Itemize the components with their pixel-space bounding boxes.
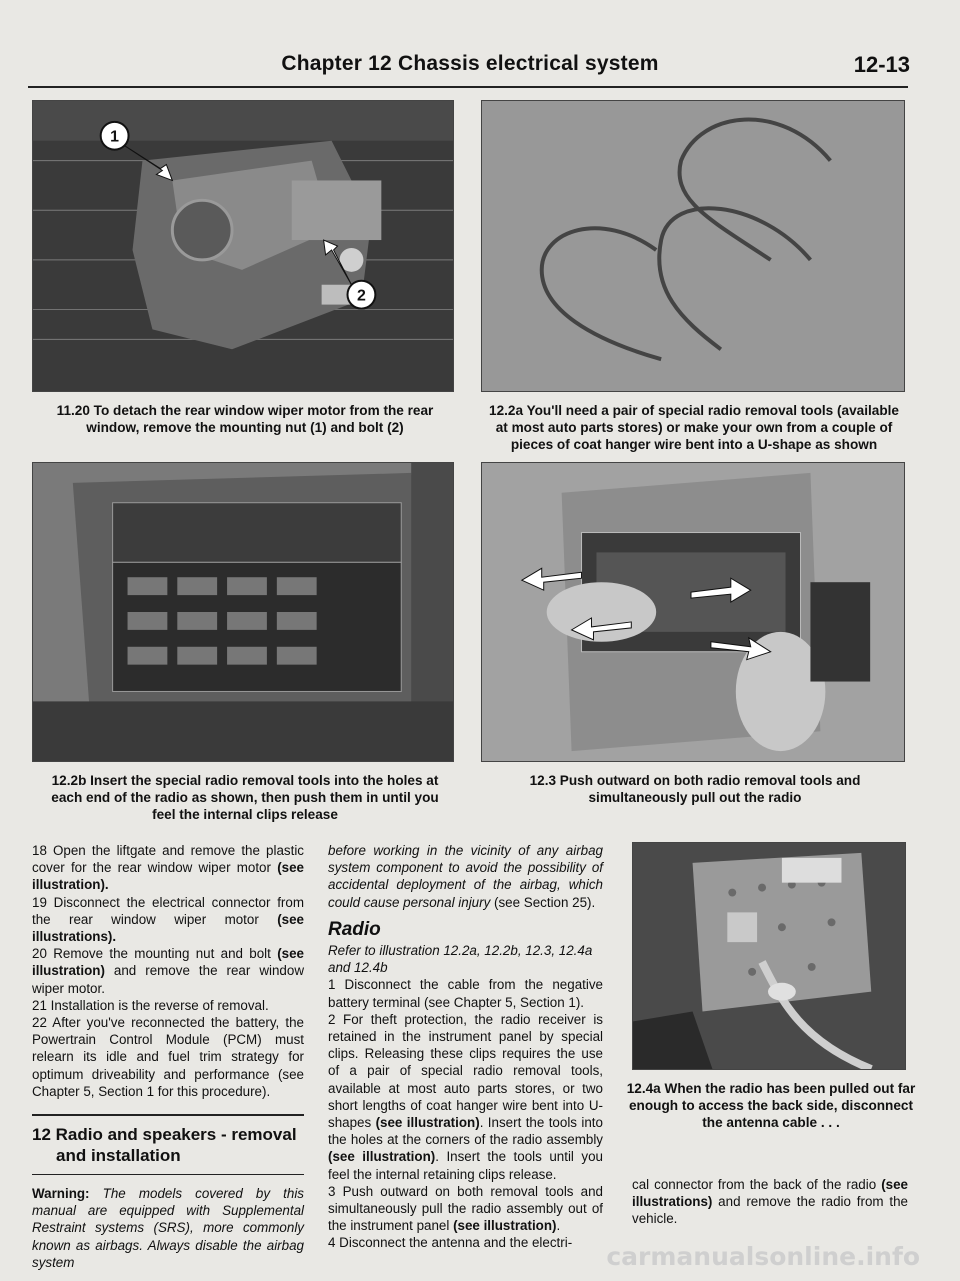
- para-19: 19 Disconnect the electrical connector from the rear window wiper motor (see illustrations).: [32, 894, 304, 945]
- callout-2: 2: [357, 287, 366, 305]
- section-rule-top: [32, 1114, 304, 1116]
- para-2: 2 For theft protection, the radio receiver is retained in the instrument panel by special clips. Releasing these clips requires the use of a pair of special radio removal tools, available at most auto parts stores, or two short lengths of coat hanger wire bent into U-shapes (see illustration). Insert the tools into the holes at the corners of the radio assembly (see illustration). Insert the tools until you feel the internal retaining clips release.: [328, 1011, 603, 1182]
- para-22: 22 After you've reconnected the battery, the Powertrain Control Module (PCM) must relearn its idle and fuel trim strategy for optimum driveability and performance (see Chapter 5, Section 1 for this procedure).: [32, 1015, 304, 1099]
- photo-radio-tools-inserted: [32, 462, 454, 762]
- para-4-continued: cal connector from the back of the radio (see illustrations) and remove the radio from the vehicle.: [632, 1177, 908, 1227]
- para-18: 18 Open the liftgate and remove the plastic cover for the rear window wiper motor (see illustration).: [32, 843, 304, 893]
- header-rule: [28, 86, 908, 88]
- photo-antenna-cable: [632, 842, 906, 1070]
- photo-wiper-motor: [32, 100, 454, 392]
- caption-12-3: 12.3 Push outward on both radio removal tools and simultaneously pull out the radio: [529, 773, 861, 805]
- caption-12-2a: 12.2a You'll need a pair of special radio removal tools (available at most auto parts stores) or make your own from a couple of pieces of coat hanger wire bent into a U-shape as shown: [489, 403, 899, 452]
- para-20: 20 Remove the mounting nut and bolt (see illustration) and remove the rear window wiper motor.: [32, 946, 304, 996]
- photo-radio-tools: [481, 100, 905, 392]
- refer-to-illustration: Refer to illustration 12.2a, 12.2b, 12.3, 12.4a and 12.4b: [328, 943, 593, 976]
- text-column-3: [632, 1176, 908, 1228]
- para-1: 1 Disconnect the cable from the negative battery terminal (see Chapter 5, Section 1).: [328, 977, 603, 1010]
- watermark: carmanualsonline.info: [606, 1242, 920, 1271]
- chapter-title: Chapter 12 Chassis electrical system: [281, 52, 659, 75]
- warning-paragraph: Warning: The models covered by this manual are equipped with Supplemental Restraint systems (SRS), more commonly known as airbags. Always disable the airbag system: [32, 1186, 304, 1270]
- warning-continued: before working in the vicinity of any airbag system component to avoid the possibility of accidental deployment of the airbag, which could cause personal injury (see Section 25).: [328, 843, 603, 910]
- page-header: [30, 52, 910, 82]
- para-3: 3 Push outward on both removal tools and simultaneously pull the radio assembly out of the instrument panel (see illustration).: [328, 1183, 603, 1234]
- caption-12-2b: 12.2b Insert the special radio removal tools into the holes at each end of the radio as shown, then push them in until you feel the internal clips release: [51, 773, 439, 822]
- page-number: 12-13: [853, 52, 910, 77]
- caption-11-20: 11.20 To detach the rear window wiper motor from the rear window, remove the mounting nut (1) and bolt (2): [56, 403, 434, 435]
- para-21: 21 Installation is the reverse of removal.: [32, 997, 269, 1013]
- section-title: 12 Radio and speakers - removal and installation: [32, 1124, 297, 1165]
- section-rule-bottom: [32, 1174, 304, 1176]
- callout-1: 1: [110, 128, 120, 146]
- para-4: 4 Disconnect the antenna and the electri-: [328, 1235, 573, 1251]
- text-column-2: [328, 842, 603, 1252]
- radio-heading: Radio: [328, 918, 381, 940]
- photo-pull-radio: [481, 462, 905, 762]
- caption-12-4a: 12.4a When the radio has been pulled out far enough to access the back side, disconnect the antenna cable . . .: [626, 1081, 916, 1130]
- text-column-1: [32, 842, 304, 1271]
